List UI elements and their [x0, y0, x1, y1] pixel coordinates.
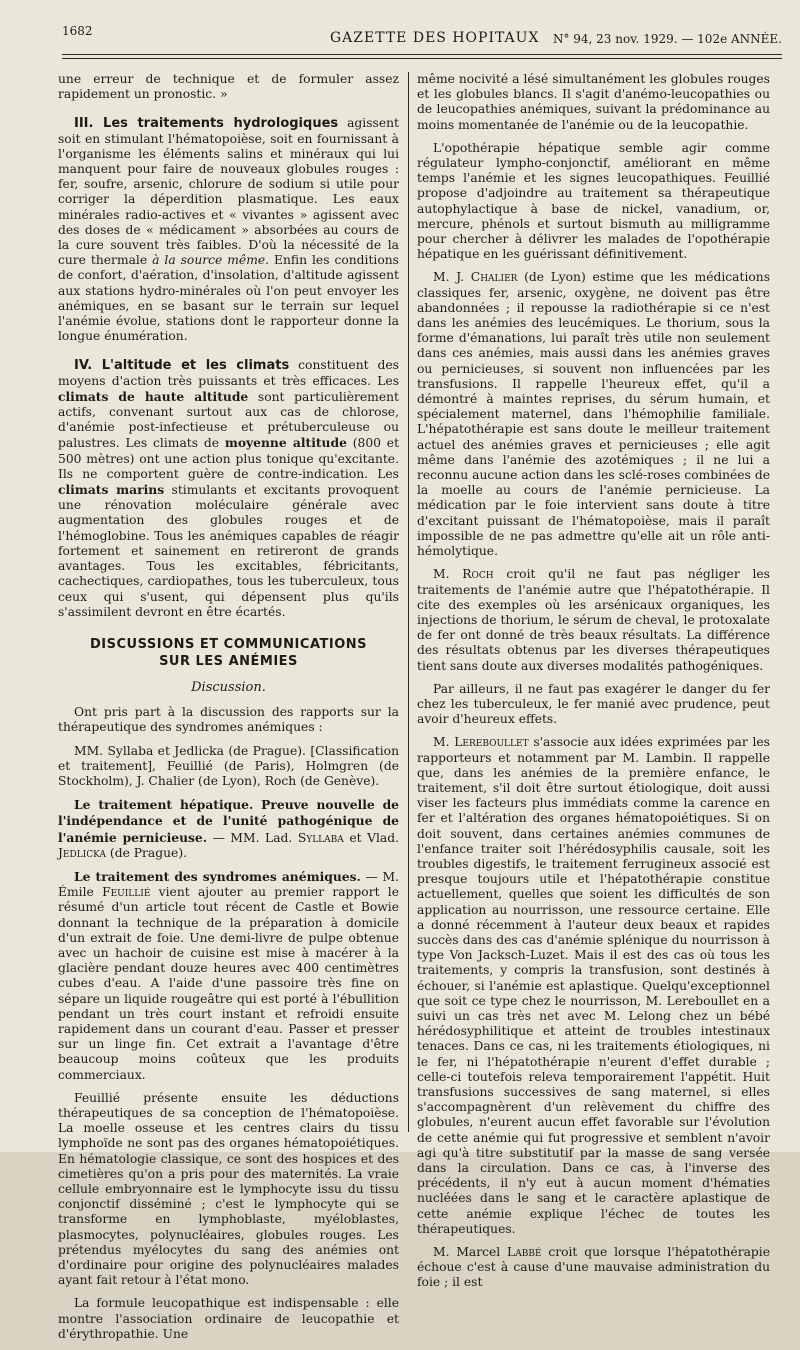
section-subheading: Discussion.	[191, 679, 266, 695]
header-rule-top	[62, 54, 782, 55]
paragraph-lereboullet: M. Lereboullet s'associe aux idées exprimées par les rapporteurs et notamment par M. Lambin. Il rappelle que, dans les anémies de la première enfance, le traitement, s'il doit être surtout étiologique, doit aussi viser les facteurs plus immédiats comme la carence en fer et l'altération des organes hématopoiétiques. Si on doit souvent, dans certaines anémies communes de l'enfance traiter soit l'hérédosyphilis causale, soit les troubles digestifs, le traitement ferrugineux associé est presque toujours utile et l'hépatothérapie constitue actuellement, quelles que soient les difficultés de son application au nourrisson, une ressource certaine. Elle a donné récemment à l'auteur deux beaux et rapides succès dans des cas d'anémie splénique du nourrisson à type Von Jacksch-Luzet. Mais il est des cas où tous les traitements, y compris la transfusion, sont destinés à échouer, si l'anémie est aplastique. Quelqu'exceptionnel que soit ce type chez le nourrisson, M. Lereboullet en a suivi un cas très net avec M. Lelong chez un bébé hérédosyphilitique et atteint de troubles intestinaux tenaces. Dans ce cas, ni les traitements étiologiques, ni le fer, ni l'hépatothérapie n'eurent d'effet durable ; celle-ci toutefois releva temporairement l'appétit. Huit transfusions successives de sang maternel, si elles s'accompagnèrent d'un relèvement du chiffre des globules, n'eurent aucun effet favorable sur l'évolution de cette anémie qui fut progressive et semblent n'avoir agi qu'à titre substitutif par la masse de sang versée dans la circulation. Dans ce cas, à l'inverse des précédents, il n'y eut à aucun moment d'hématies nucléées dans le sang et le caractère aplastique de cette anémie explique l'échec de toutes les thérapeutiques.	[417, 735, 770, 1236]
page-header	[62, 22, 782, 50]
section-heading: DISCUSSIONS ET COMMUNICATIONS SUR LES ANÉMIES	[90, 636, 367, 669]
paragraph-labbe: M. Marcel Labbé croit que lorsque l'hépatothérapie échoue c'est à cause d'une mauvaise administration du foie ; il est	[417, 1245, 770, 1290]
paragraph-climate: IV. L'altitude et les climats constituent des moyens d'action très puissants et très efficaces. Les climats de haute altitude sont particulièrement actifs, convenant surtout aux cas de chlorose, d'anémie post-infectieuse et prétuberculeuse ou palustres. Les climats de moyenne altitude (800 et 500 mètres) ont une action plus tonique qu'excitante. Ils ne comportent guère de contre-indication. Les climats marins stimulants et excitants provoquent une rénovation moléculaire générale avec augmentation des globules rouges et de l'hémoglobine. Tous les anémiques capables de réagir fortement et sainement en retireront de grands avantages. Tous les excitables, fébricitants, cachectiques, cardiopathes, tous les tuberculeux, tous ceux qui s'usent, qui dépensent plus qu'ils s'assimilent devront en être écartés.	[58, 358, 400, 619]
paragraph: même nocivité a lésé simultanément les globules rouges et les globules blancs. Il s'agit d'anémo-leucopathies ou de leucopathies anémiques, suivant la prédominance au moins momentanée de l'anémie ou de la leucopathie.	[417, 72, 770, 132]
left-column	[58, 72, 399, 1350]
right-column	[417, 72, 770, 1299]
paragraph-participants: MM. Syllaba et Jedlicka (de Prague). [Classification et traitement], Feuillié (de Paris), Holmgren (de Stockholm), J. Chalier (de Lyon), Roch (de Genève).	[58, 743, 399, 788]
issue-info: N° 94, 23 nov. 1929. — 102e ANNÉE.	[552, 32, 782, 46]
journal-title: GAZETTE DES HOPITAUX	[330, 30, 540, 46]
paragraph: Par ailleurs, il ne faut pas exagérer le danger du fer chez les tuberculeux, le fer manié avec prudence, peut avoir d'heureux effets.	[417, 681, 770, 727]
paragraph-chalier: M. J. Chalier (de Lyon) estime que les médications classiques fer, arsenic, oxygène, ne doivent pas être abandonnées ; il repousse la radiothérapie si ce n'est dans les anémies des leucémiques. Le thorium, sous la forme d'émanations, lui paraît très utile non seulement dans ces anémies, mais aussi dans les anémies graves ou pernicieuses, si souvent non influencées par les transfusions. Il rappelle l'heureux effet, qu'il a démontré à maintes reprises, du sérum humain, et spécialement maternel, dans l'hémophilie familiale. L'hépatothérapie est sans doute le meilleur traitement actuel des anémies graves et pernicieuses ; elle agit même dans l'anémie des azotémiques ; il ne lui a reconnu aucune action dans les sclé-roses combinées de la moelle au cours de l'anémie pernicieuse. La médication par le foie intervient sans doute à titre d'excitant puissant de l'hématopoièse, mais il paraît impossible de ne pas admettre qu'elle ait un rôle anti-hémolytique.	[417, 270, 771, 559]
page-number: 1682	[62, 24, 93, 38]
paragraph-hepatic: Le traitement hépatique. Preuve nouvelle de l'indépendance et de l'unité pathogénique de l'anémie pernicieuse. — MM. Lad. Syllaba et Vlad. Jedlicka (de Prague).	[58, 797, 399, 860]
column-divider	[408, 72, 409, 1132]
paragraph-feuillie: Le traitement des syndromes anémiques. — M. Émile Feuillié vient ajouter au premier rapport le résumé d'un article tout récent de Castle et Bowie donnant la technique de la préparation à domicile d'un extrait de foie. Une demi-livre de pulpe obtenue avec un hachoir de cuisine est mise à macérer à la glacière pendant douze heures avec 400 centimètres cubes d'eau. A l'aide d'une passoire très fine on sépare un liquide rougeâtre qui est porté à l'ébullition pendant un très court instant et refroidi ensuite rapidement dans un courant d'eau. Passer et presser sur un linge fin. Cet extrait a l'avantage d'être beaucoup moins coûteux que les produits commerciaux.	[58, 868, 399, 1082]
paragraph: Feuillié présente ensuite les déductions thérapeutiques de sa conception de l'hématopoièse. La moelle osseuse et les centres clairs du tissu lymphoïde ne sont pas des organes hématopoiétiques. En hématologie classique, ce sont des hospices et des cimetières qu'on a pris pour des maternités. La vraie cellule embryonnaire est le lymphocyte issu du tissu conjonctif disséminé ; c'est le lymphocyte qui se transforme en lymphoblaste, myéloblastes, plasmocytes, polynucléaires, globules rouges. Les prétendus myélocytes du sang des anémies ont d'ordinaire pour origine des polynucléaires malades ayant fait retour à l'état mono.	[58, 1090, 399, 1288]
paragraph: une erreur de technique et de formuler assez rapidement un pronostic. »	[58, 72, 399, 102]
paragraph: La formule leucopathique est indispensable : elle montre l'association ordinaire de leucopathie et d'érythropathie. Une	[58, 1296, 399, 1341]
header-rule-bottom	[62, 58, 782, 59]
paragraph-roch: M. Roch croit qu'il ne faut pas négliger les traitements de l'anémie autre que l'hépatothérapie. Il cite des exemples où les arsénicaux organiques, les injections de thorium, le sérum de cheval, le protoxalate de fer ont donné de très beaux résultats. La différence des résultats obtenus par les diverses thérapeutiques tient sans doute aux diverses modalités pathogéniques.	[417, 567, 770, 673]
paragraph-hydrological: III. Les traitements hydrologiques agissent soit en stimulant l'hématopoièse, soit en fournissant à l'organisme les éléments salins et minéraux qui lui manquent pour faire de nouveaux globules rouges : fer, soufre, arsenic, chlorure de sodium si utile pour corriger la déperdition plasmatique. Les eaux minérales radio-actives et « vivantes » agissent avec des doses de « médicament » absorbées au cours de la cure souvent très faibles. D'où la nécessité de la cure thermale à la source même. Enfin les conditions de confort, d'aération, d'insolation, d'altitude agissent aux stations hydro-minérales où l'on peut envoyer les anémiques, en se basant sur le terrain sur lequel l'anémie évolue, stations dont le rapporteur donne la longue énumération.	[58, 116, 399, 344]
paragraph: Ont pris part à la discussion des rapports sur la thérapeutique des syndromes anémiques :	[58, 705, 399, 735]
paragraph: L'opothérapie hépatique semble agir comme régulateur lympho-conjonctif, améliorant en même temps l'anémie et les signes leucopathiques. Feuillié propose d'adjoindre au traitement sa thérapeutique autophylactique à base de nickel, vanadium, or, mercure, phénols et surtout bismuth au milligramme pour chercher à délivrer les malades de l'opothérapie hépatique en les guérissant définitivement.	[417, 140, 770, 262]
